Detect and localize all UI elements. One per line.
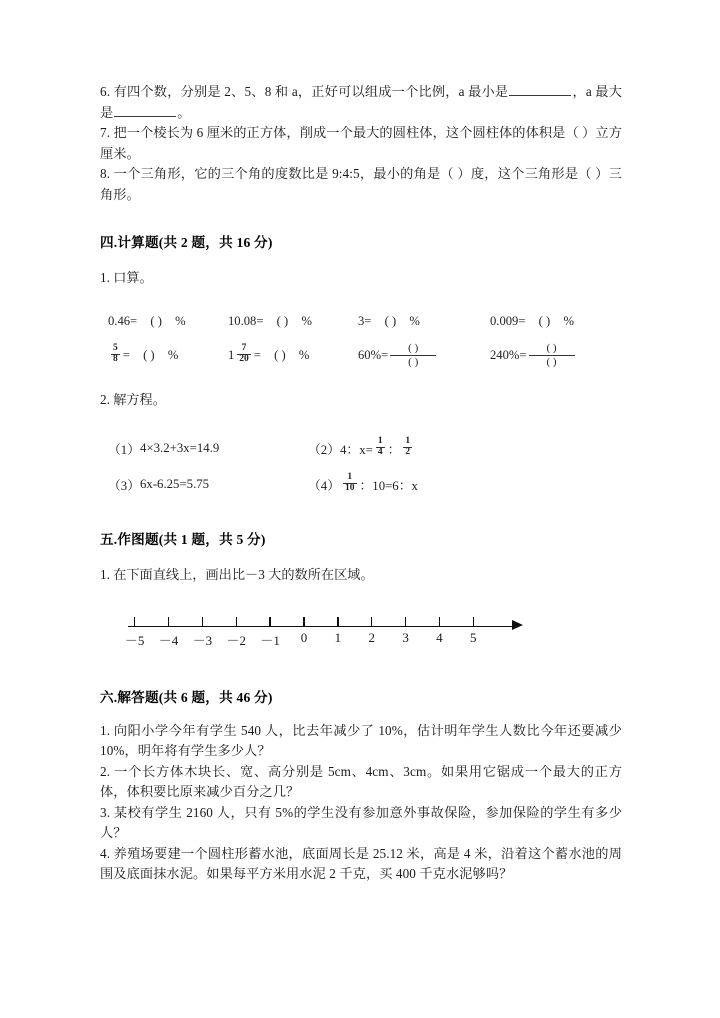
equation-2-f2-numerator: 1 <box>405 435 411 446</box>
fraction-7-20 <box>237 344 251 365</box>
number-line-tick <box>473 617 474 626</box>
arith-item-0-009 <box>490 314 620 329</box>
equation-2-ratio-colon: ： <box>387 442 401 457</box>
number-line-label: －5 <box>124 632 145 648</box>
fraction-5-8-equals: = <box>122 348 130 362</box>
arith-item-0-46 <box>108 314 228 329</box>
mixed-1-7-20-blank[interactable]: ( ) <box>274 348 286 362</box>
number-line-label: －2 <box>226 632 247 648</box>
answer-question-4: 4. 养殖场要建一个圆柱形蓄水池，底面周长是 25.12 米，高是 4 米，沿着这个蓄水池的周围及底面抹水泥。如果每平方米用水泥 2 千克，买 400 千克水泥够吗？ <box>100 845 622 881</box>
question-6 <box>100 82 622 123</box>
question-6-text-c: 。 <box>177 104 191 120</box>
number-line-label: 4 <box>436 629 443 645</box>
equation-4-f1-numerator: 1 <box>347 471 353 482</box>
arith-10-08-unit: % <box>301 314 312 328</box>
arith-item-five-eighths <box>108 345 228 366</box>
question-7: 7. 把一个棱长为 6 厘米的正方体，削成一个最大的圆柱体，这个圆柱体的体积是（ ）立方厘米。 <box>100 125 623 161</box>
mixed-number-1-7-20 <box>228 345 254 366</box>
arithmetic-row-1 <box>108 305 622 339</box>
fraction-5-8-numerator: 5 <box>113 343 118 354</box>
answer-question-1: 1. 向阳小学今年有学生 540 人，比去年减少了 10%，估计明年学生人数比今年还要减少 10%，明年将有学生多少人？ <box>100 722 622 758</box>
arith-10-08-blank[interactable]: ( ) <box>276 314 289 328</box>
number-line-label: 3 <box>402 629 409 645</box>
fraction-5-8-denominator: 8 <box>113 354 118 364</box>
arith-0-46-unit: % <box>175 314 186 328</box>
equation-2 <box>308 435 415 459</box>
answer-question-2: 2. 一个长方体木块长、宽、高分别是 5cm、4cm、3cm。如果用它锯成一个最大的正方体，体积要比原来减少百分之几？ <box>100 763 622 799</box>
arith-item-mixed-1-7-20 <box>228 345 358 366</box>
question-6-text-b: ，a 最大是 <box>100 84 622 120</box>
equation-2-fraction-1-2 <box>403 437 412 458</box>
mental-arithmetic-rows <box>100 305 622 373</box>
arith-10-08-left: 10.08= <box>228 314 264 328</box>
equation-row-1 <box>108 430 622 466</box>
answer-questions-list <box>100 721 622 885</box>
arith-item-60-percent <box>358 342 490 368</box>
arith-0-009-blank[interactable]: ( ) <box>538 314 551 328</box>
equation-3-expression: 6x-6.25=5.75 <box>140 476 210 491</box>
number-line-label: 2 <box>368 629 375 645</box>
number-line-label: 0 <box>300 629 308 645</box>
fill-in-blank-group <box>100 82 622 205</box>
section-heading-drawing: 五.作图题(共 1 题，共 5 分) <box>100 532 266 547</box>
equation-3-number: （3） <box>108 478 140 493</box>
drawing-item-1-label: 1. 在下面直线上，画出比－3 大的数所在区域。 <box>100 567 374 582</box>
number-line-axis <box>128 626 514 628</box>
number-line-tick <box>371 617 372 626</box>
arith-3-left: 3= <box>358 314 372 328</box>
mixed-1-7-20-unit: % <box>298 348 310 362</box>
number-line-tick <box>405 617 406 626</box>
question-6-blank-2[interactable] <box>114 104 176 117</box>
arith-3-unit: % <box>409 314 420 328</box>
fraction-7-20-numerator: 7 <box>241 343 247 354</box>
percent-240-left: 240% <box>490 348 520 362</box>
fraction-5-8-blank[interactable]: ( ) <box>143 348 155 362</box>
percent-240-denominator-blank[interactable]: ( ) <box>529 355 575 369</box>
equation-2-fraction-1-4 <box>376 437 385 458</box>
arith-0-46-left: 0.46= <box>108 314 138 328</box>
number-line-tick <box>168 617 169 626</box>
equations-grid <box>100 430 622 502</box>
mixed-1-7-20-equals: = <box>253 348 261 362</box>
section-heading-calculation: 四.计算题(共 2 题，共 16 分) <box>100 235 273 250</box>
equation-row-2 <box>108 466 622 502</box>
percent-60-denominator-blank[interactable]: ( ) <box>390 355 436 369</box>
number-line-tick <box>134 617 135 626</box>
equation-4-tail: ：10=6：x <box>359 478 418 493</box>
number-line-tick <box>202 617 203 626</box>
arith-item-3 <box>358 314 490 329</box>
question-8: 8. 一个三角形，它的三个角的度数比是 9:4:5，最小的角是（ ）度，这个三角形是（ ）三角形。 <box>100 166 622 202</box>
percent-60-fraction-blank[interactable] <box>390 342 436 368</box>
number-line-label: 1 <box>334 629 342 645</box>
arith-0-009-unit: % <box>563 314 574 328</box>
number-line-tick <box>236 617 237 626</box>
equation-4-f1-denominator: 10 <box>345 482 355 493</box>
number-line-figure[interactable] <box>114 608 614 660</box>
percent-60-numerator-blank[interactable]: ( ) <box>408 342 419 355</box>
question-6-text-a: 6. 有四个数，分别是 2、5、8 和 a，正好可以组成一个比例，a 最小是 <box>100 84 509 99</box>
arith-item-240-percent <box>490 342 620 368</box>
equation-2-number: （2） <box>308 442 340 457</box>
arithmetic-row-2 <box>108 339 622 373</box>
equation-4-fraction-1-10 <box>343 473 357 494</box>
equation-2-f2-denominator: 2 <box>405 446 411 457</box>
equation-1 <box>108 439 308 458</box>
equation-1-expression: 4×3.2+3x=14.9 <box>140 440 220 455</box>
percent-240-equals: = <box>519 348 527 362</box>
mixed-whole-part: 1 <box>228 348 235 362</box>
answer-question-3: 3. 某校有学生 2160 人，只有 5%的学生没有参加意外事故保险，参加保险的学生有多少人？ <box>100 804 622 840</box>
calc-item-1-label: 1. 口算。 <box>100 270 153 285</box>
arith-3-blank[interactable]: ( ) <box>384 314 397 328</box>
calc-item-2-label: 2. 解方程。 <box>100 391 166 407</box>
number-line-label: －3 <box>192 632 213 648</box>
number-line-tick <box>439 617 440 626</box>
fraction-7-20-denominator: 20 <box>239 354 249 364</box>
arith-item-10-08 <box>228 314 358 329</box>
fraction-5-8-unit: % <box>167 348 179 362</box>
percent-240-fraction-blank[interactable] <box>529 342 575 368</box>
number-line-label: 5 <box>470 629 477 645</box>
equation-4-number: （4） <box>308 478 340 493</box>
number-line-label: －4 <box>158 632 179 648</box>
equation-2-f1-denominator: 4 <box>377 446 383 457</box>
question-6-blank-1[interactable] <box>509 83 571 96</box>
equation-2-lead: 4：x= <box>340 442 373 457</box>
number-line-tick <box>303 617 304 626</box>
equation-1-number: （1） <box>108 442 140 457</box>
number-line-label: －1 <box>260 632 280 648</box>
equation-4 <box>308 471 418 495</box>
section-heading-answer: 六.解答题(共 6 题，共 46 分) <box>100 689 273 705</box>
percent-60-left: 60% <box>358 348 382 362</box>
equation-3 <box>108 475 308 494</box>
arith-0-009-left: 0.009= <box>490 314 526 328</box>
page-content <box>100 82 622 885</box>
arith-0-46-blank[interactable]: ( ) <box>150 314 162 328</box>
percent-240-numerator-blank[interactable]: ( ) <box>546 342 557 355</box>
number-line-arrowhead-icon <box>512 620 523 630</box>
equation-2-f1-numerator: 1 <box>377 435 383 446</box>
number-line-tick <box>337 617 338 626</box>
number-line-tick <box>269 617 270 626</box>
fraction-5-8 <box>111 344 120 365</box>
percent-60-equals: = <box>381 348 389 362</box>
